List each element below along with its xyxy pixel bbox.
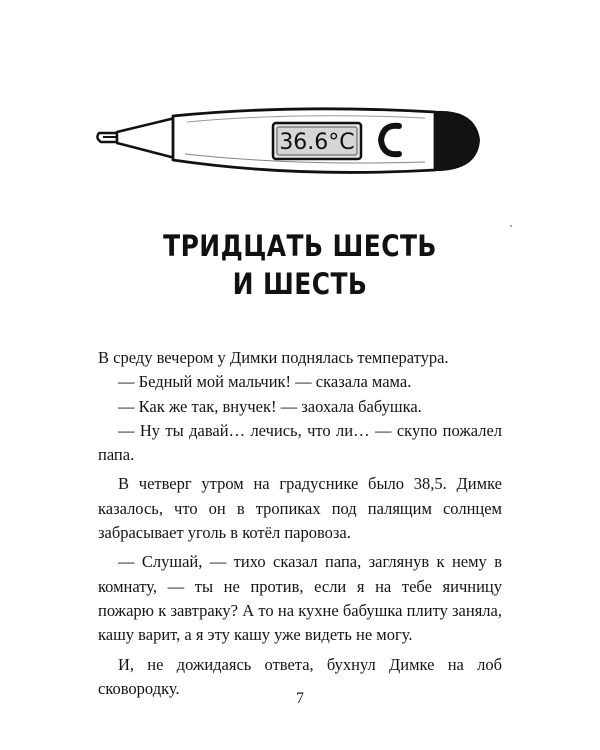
chapter-title-line-2: И ШЕСТЬ <box>232 267 368 301</box>
thermometer-reading: 36.6°C <box>279 130 355 155</box>
chapter-title-line-1: ТРИДЦАТЬ ШЕСТЬ <box>163 229 437 263</box>
paragraph: — Как же так, внучек! — заохала бабушка. <box>118 396 422 416</box>
paragraph: — Бедный мой мальчик! — сказала мама. <box>118 372 412 392</box>
paper-speck <box>510 225 512 227</box>
page-number: 7 <box>296 690 304 707</box>
paragraph: В среду вечером у Димки поднялась температура. <box>98 348 449 367</box>
thermometer-icon <box>95 96 485 186</box>
paragraph: — Слушай, — тихо сказал папа, заглянув к нему в комнату, — ты не против, если я на тебе яичницу пожарю к завтраку? А то на кухне бабушка плиту заняла, кашу варит, а я эту кашу уже видеть не могу. <box>98 552 502 645</box>
chapter-body <box>98 346 502 701</box>
paragraph: — Ну ты давай… лечись, что ли… — скупо пожалел папа. <box>98 420 502 465</box>
paragraph: В четверг утром на градуснике было 38,5. Димке казалось, что он в тропиках под палящим солнцем забрасывает уголь в котёл паровоза. <box>98 474 502 543</box>
paragraph: И, не дожидаясь ответа, бухнул Димке на лоб сковородку. <box>98 654 502 698</box>
